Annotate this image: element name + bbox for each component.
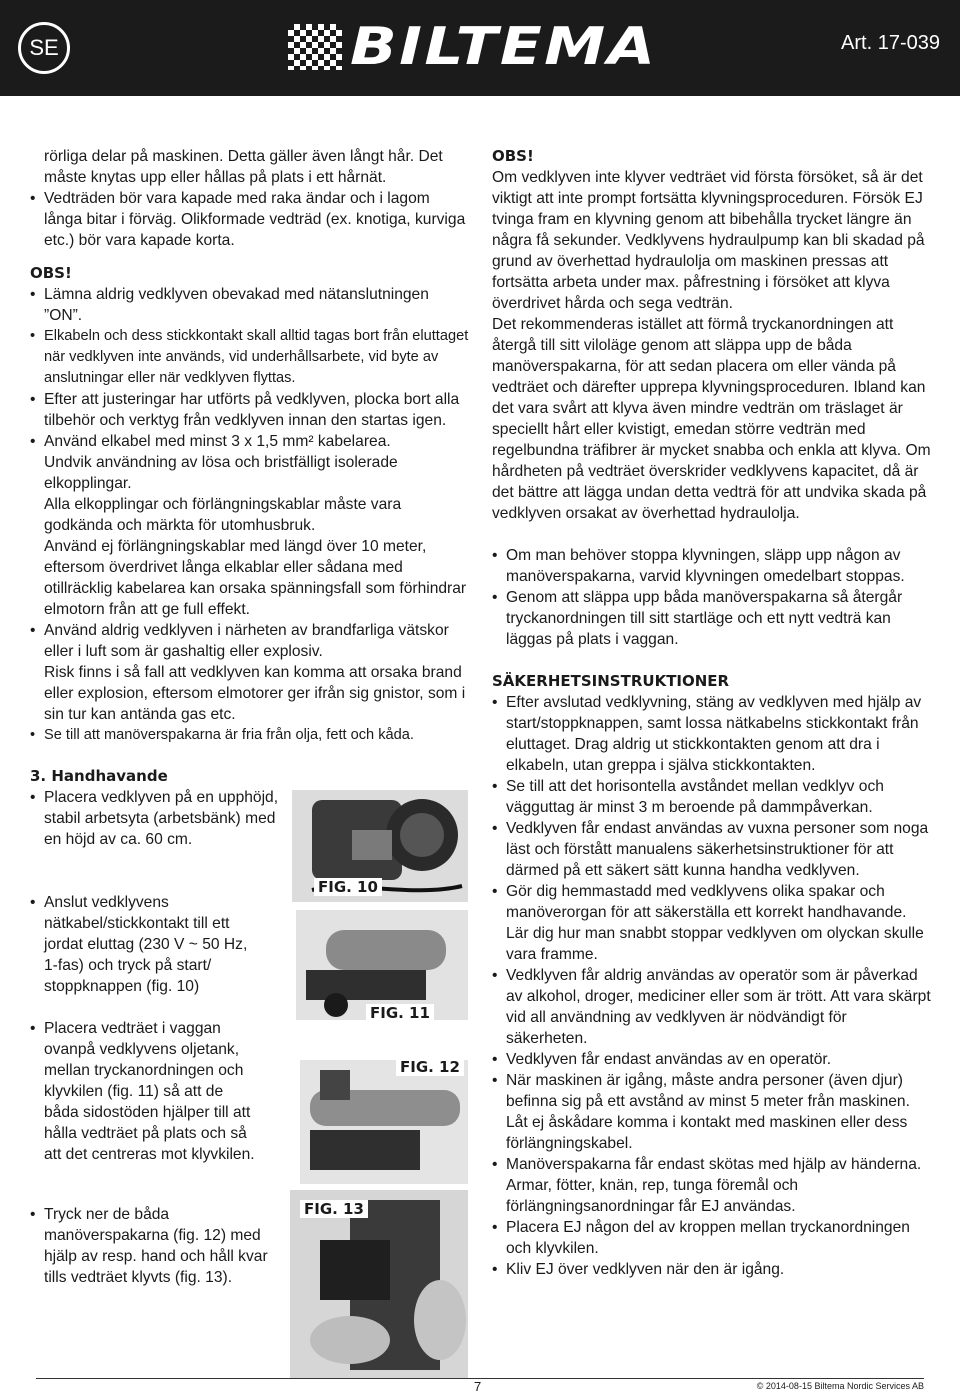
bullet-slappa: • Genom att släppa upp båda manöverspakarna så återgår tryckanordningen till sitt startläge och ett nytt vedträ kan läggas på plats i vaggan. (492, 587, 932, 650)
fig-10-label: FIG. 10 (314, 878, 382, 896)
safety-1: • Efter avslutad vedklyvning, stäng av vedklyven med hjälp av start/stoppknappen, samt lossa nätkabelns stickkontakt från eluttaget. Drag aldrig ut stickkontakten genom att dra i elkabeln, utan greppa i själva stickkontakten. (492, 692, 932, 776)
safety-3: • Vedklyven får endast användas av vuxna personer som noga läst och förstått manualens säkerhetsinstruktioner för att därmed på ett säkert sätt kunna handha vedklyven. (492, 818, 932, 881)
bullet-anvand-elkabel: • Använd elkabel med minst 3 x 1,5 mm² kabelarea. (30, 431, 470, 452)
bullet-placera: • Placera vedklyven på en upphöjd, stabil arbetsyta (arbetsbänk) med en höjd av ca. 60 cm. (30, 787, 290, 850)
bullet-placera-vedtraet: • Placera vedträet i vaggan ovanpå vedklyvens oljetank, mellan tryckanordningen och klyvkilen (fig. 11) så att de båda sidostöden hjälper till att hålla vedträet på plats och så att det centreras mot klyvkilen. (30, 1018, 256, 1165)
safety-9: • Placera EJ någon del av kroppen mellan tryckanordningen och klyvkilen. (492, 1217, 932, 1259)
article-number: Art. 17-039 (841, 32, 940, 54)
hands-on-levers-image (290, 1190, 468, 1378)
safety-7: • När maskinen är igång, måste andra personer (även djur) befinna sig på ett avstånd av minst 5 meter från maskinen. Låt ej åskådare komma i kontakt med maskinen eller dess förlängningskabel. (492, 1070, 932, 1154)
text-obs: Om vedklyven inte klyver vedträet vid första försöket, så är det viktigt att inte prompt fortsätta klyvningsproceduren. Försök EJ tvinga fram en klyvning genom att bibehålla trycket längre än några få sekunder. Vedklyvens hydraulpump kan bli skadad på grund av överhettad hydraulolja om maskinen pressas att fortsätta arbeta under max. påfrestning i försöket att klyva överdrivet hårda och sega vedträn. (492, 169, 925, 312)
copyright: © 2014-08-15 Biltema Nordic Services AB (756, 1381, 924, 1391)
intro-continued: rörliga delar på maskinen. Detta gäller även långt hår. Det måste knytas upp eller hållas på plats i ett hårnät. (44, 148, 443, 186)
language-badge: SE (18, 22, 70, 74)
bullet-anslut: • Anslut vedklyvens nätkabel/stickkontakt till ett jordat eluttag (230 V ~ 50 Hz, 1-fas) och tryck på start/ stoppknappen (fig. 10) (30, 892, 256, 997)
text-undvik: Undvik användning av lösa och bristfälligt isolerade elkopplingar. (44, 454, 398, 492)
brand-logo (288, 17, 658, 77)
safety-5: • Vedklyven får aldrig användas av operatör som är påverkad av alkohol, droger, mediciner eller som är trött. Att vara skärpt vid all användning av vedklyven är nödvändigt för säkerheten. (492, 965, 932, 1049)
fig-12-label: FIG. 12 (396, 1058, 464, 1076)
bullet-brandfarliga: • Använd aldrig vedklyven i närheten av brandfarliga vätskor eller i luft som är gashaltig eller explosiv. (30, 620, 470, 662)
text-alla: Alla elkopplingar och förlängningskablar måste vara godkända och märkta för utomhusbruk. (44, 496, 402, 534)
fig-13-label: FIG. 13 (300, 1200, 368, 1218)
left-anslut-block (30, 892, 256, 997)
text-anvand-ej: Använd ej förlängningskablar med längd över 10 meter, eftersom överdrivet långa elkablar eller sådana med otillräcklig kabelarea kan orsaka spänningsfall som förhindrar elmotorn från att ge full effekt. (44, 538, 467, 618)
obs-heading-right: OBS! (492, 147, 534, 165)
safety-8: • Manöverspakarna får endast skötas med hjälp av händerna. Armar, fötter, knän, rep, tunga föremål och förlängningsanordningar får EJ användas. (492, 1154, 932, 1217)
safety-10: • Kliv EJ över vedklyven när den är igång. (492, 1259, 932, 1280)
right-column (492, 146, 932, 1280)
safety-2: • Se till att det horisontella avståndet mellan vedklyv och vägguttag är minst 3 m beroende på dammpåverkan. (492, 776, 932, 818)
safety-heading: SÄKERHETSINSTRUKTIONER (492, 672, 730, 690)
bullet-efter: • Efter att justeringar har utförts på vedklyven, plocka bort alla tilbehör och verktyg från vedklyven innan den startas igen. (30, 389, 470, 431)
brand-name: BILTEMA (350, 17, 658, 77)
safety-4: • Gör dig hemmastadd med vedklyvens olika spakar och manöverorgan för att säkerställa ett korrekt handhavande. Lär dig hur man snabbt stoppar vedklyven om olyckan skulle vara framme. (492, 881, 932, 965)
section-3-heading: 3. Handhavande (30, 767, 168, 785)
figure-12-photo (300, 1060, 468, 1184)
bullet-stoppa: • Om man behöver stoppa klyvningen, släpp upp någon av manöverspakarna, varvid klyvningen omedelbart stoppas. (492, 545, 932, 587)
bullet-lamna: • Lämna aldrig vedklyven obevakad med nätanslutningen ”ON”. (30, 284, 470, 326)
left-tryck-block (30, 1204, 270, 1288)
safety-6: • Vedklyven får endast användas av en operatör. (492, 1049, 932, 1070)
left-placera-vedtraet-block (30, 1018, 256, 1165)
bullet-tryck: • Tryck ner de båda manöverspakarna (fig. 12) med hjälp av resp. hand och håll kvar tills vedträet klyvts (fig. 13). (30, 1204, 270, 1288)
fig-11-label: FIG. 11 (366, 1004, 434, 1022)
bullet-vedtraden: • Vedträden bör vara kapade med raka ändar och i lagom långa bitar i förväg. Olikformade vedträd (ex. knotiga, kurviga etc.) bör vara kapade korta. (30, 188, 470, 251)
bullet-elkabeln: • Elkabeln och dess stickkontakt skall alltid tagas bort från eluttaget när vedklyven inte används, vid underhållsarbete, vid byte av anslutningar eller när vedklyven flyttas. (30, 326, 470, 389)
text-risk: Risk finns i så fall att vedklyven kan komma att orsaka brand eller explosion, eftersom elmotorer ger ifrån sig gnistor, som i sin tur kan antända gas etc. (44, 664, 466, 723)
left-lower-column (30, 766, 290, 850)
levers-pressed-image (300, 1060, 468, 1184)
left-column (30, 146, 470, 746)
figure-13-photo (290, 1190, 468, 1378)
page-number: 7 (474, 1379, 482, 1394)
obs-heading: OBS! (30, 264, 72, 282)
checker-flag-icon (288, 24, 342, 70)
bullet-se-till: • Se till att manöverspakarna är fria från olja, fett och kåda. (30, 725, 470, 746)
header-bar (0, 0, 960, 96)
text-rekommenderas: Det rekommenderas istället att förmå tryckanordningen att återgå till sitt viloläge genom att släppa upp de båda manöverspakarna, för att sedan placera om eller vända på vedträet och därefter upprepa klyvningsproceduren. Ibland kan det vara svårt att klyva även mindre vedträn om träslaget är speciellt hårt eller kvistigt, emedan större vedträn med regelbundna träfibrer är mycket snabba och enkla att klyva. Om hårdheten på vedträet överskrider vedklyvens kapacitet, då är det bättre att lägga undan detta vedträ för att undvika skada på vedklyven orsakat av överhettad hydraulolja. (492, 316, 931, 522)
